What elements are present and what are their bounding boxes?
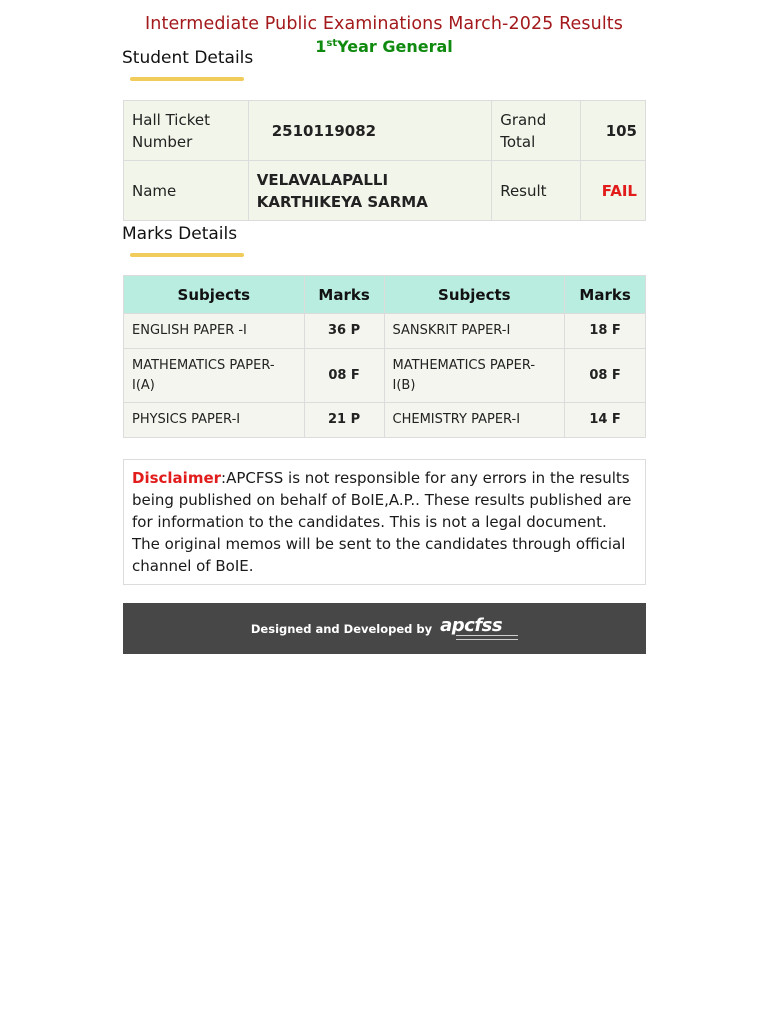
page-subtitle xyxy=(0,34,768,57)
table-row xyxy=(124,161,646,221)
column-header-marks: Marks xyxy=(565,276,646,314)
table-row xyxy=(124,101,646,161)
student-details-underline xyxy=(130,77,244,81)
disclaimer-label: Disclaimer xyxy=(132,469,222,487)
marks-details-table xyxy=(123,275,646,438)
logo-underline xyxy=(456,635,518,640)
year-suffix: st xyxy=(326,38,338,49)
name-label: Name xyxy=(124,161,249,221)
disclaimer-box xyxy=(123,459,646,585)
student-details-heading: Student Details xyxy=(122,48,254,68)
grand-total-value: 105 xyxy=(581,101,646,161)
name-value: VELAVALAPALLI KARTHIKEYA SARMA xyxy=(248,161,491,221)
marks-cell: 18 F xyxy=(565,314,646,349)
page-header xyxy=(0,13,768,57)
subject-cell: MATHEMATICS PAPER-I(A) xyxy=(124,349,305,403)
result-value: FAIL xyxy=(581,161,646,221)
subject-cell: SANSKRIT PAPER-I xyxy=(384,314,565,349)
marks-cell: 14 F xyxy=(565,403,646,438)
page-title: Intermediate Public Examinations March-2025 Results xyxy=(145,14,623,34)
marks-cell: 08 F xyxy=(565,349,646,403)
student-details-table xyxy=(123,100,646,221)
footer-credit-text: Designed and Developed by xyxy=(250,621,433,636)
apcfss-logo xyxy=(440,614,518,640)
result-label: Result xyxy=(492,161,581,221)
page-footer xyxy=(123,603,646,654)
subject-cell: PHYSICS PAPER-I xyxy=(124,403,305,438)
subject-cell: CHEMISTRY PAPER-I xyxy=(384,403,565,438)
hall-ticket-label: Hall Ticket Number xyxy=(124,101,249,161)
marks-details-underline xyxy=(130,253,244,257)
table-row xyxy=(124,403,646,438)
year-rest: Year General xyxy=(337,37,453,56)
marks-details-heading: Marks Details xyxy=(122,224,238,244)
subject-cell: MATHEMATICS PAPER-I(B) xyxy=(384,349,565,403)
column-header-subjects: Subjects xyxy=(384,276,565,314)
table-row xyxy=(124,314,646,349)
subject-cell: ENGLISH PAPER -I xyxy=(124,314,305,349)
table-row xyxy=(124,349,646,403)
marks-cell: 36 P xyxy=(304,314,384,349)
marks-cell: 08 F xyxy=(304,349,384,403)
year-number: 1 xyxy=(315,37,327,56)
hall-ticket-value: 2510119082 xyxy=(248,101,491,161)
marks-cell: 21 P xyxy=(304,403,384,438)
disclaimer-text: :APCFSS is not responsible for any errors in the results being published on behalf of BoIE,A.P.. These results published are for information to the candidates. This is not a legal document. The original memos will be sent to the candidates through official channel of BoIE. xyxy=(132,469,632,575)
column-header-marks: Marks xyxy=(304,276,384,314)
marks-header-row xyxy=(124,276,646,314)
column-header-subjects: Subjects xyxy=(124,276,305,314)
grand-total-label: Grand Total xyxy=(492,101,581,161)
logo-wordmark: apcfss xyxy=(440,614,503,636)
